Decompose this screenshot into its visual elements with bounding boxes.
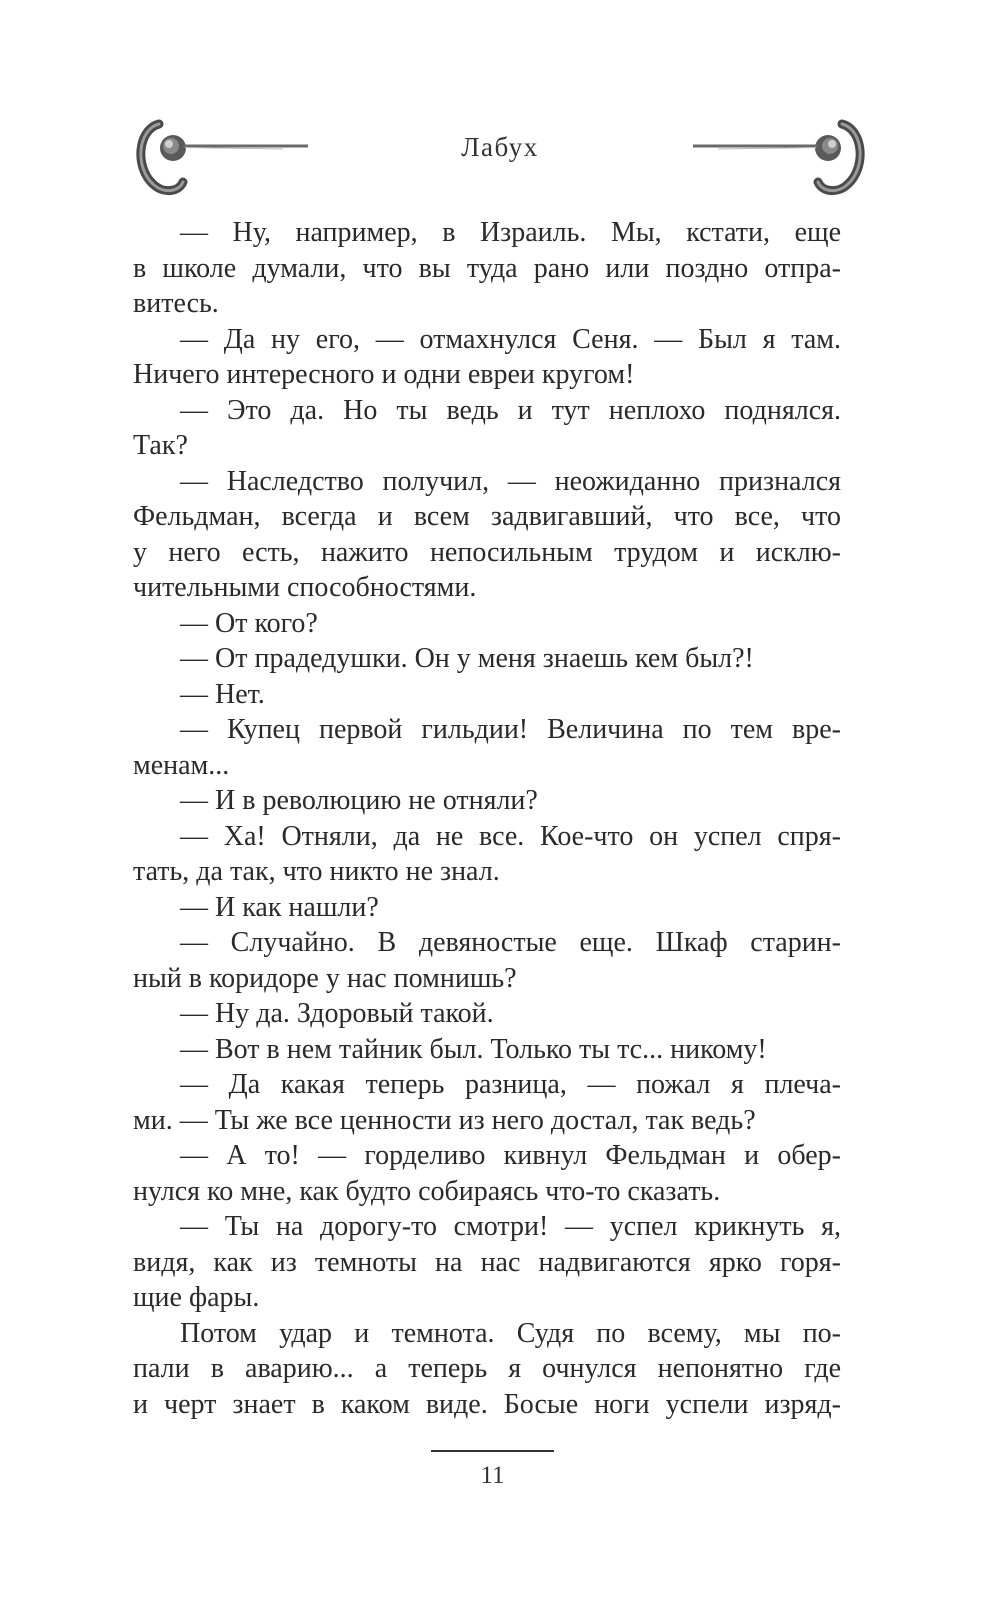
text-line: — Да какая теперь разница, — пожал я плеча- [180,1069,841,1100]
text-line: — От кого? [180,607,318,639]
text-line: — Ха! Отняли, да не все. Кое-что он успел спря- [180,820,841,852]
text-line: нулся ко мне, как будто собираясь что-то сказать. [133,1175,721,1207]
text-line: — И как нашли? [180,891,379,923]
text-line: и черт знает в каком виде. Босые ноги успели изряд- [133,1388,841,1420]
footer-rule [431,1450,554,1452]
text-line: — Нет. [180,678,265,710]
running-head-title: Лабух [461,132,539,162]
text-line: ми. — Ты же все ценности из него достал, так ведь? [133,1104,756,1136]
text-line: пали в аварию... а теперь я очнулся непонятно где [133,1353,841,1384]
text-line: ный в коридоре у нас помнишь? [133,962,517,994]
scroll-ornament-right-icon [693,118,868,198]
text-line: у него есть, нажито непосильным трудом и исклю- [133,536,841,568]
text-line: — Да ну его, — отмахнулся Сеня. — Был я там. [180,323,841,355]
text-line: — Это да. Но ты ведь и тут неплохо поднялся. [180,394,841,426]
text-line: Фельдман, всегда и всем задвигавший, что все, что [133,501,841,532]
text-line: Ничего интересного и одни евреи кругом! [133,359,635,390]
scroll-ornament-left-icon [133,118,308,198]
text-line: — Ну да. Здоровый такой. [180,998,494,1029]
text-line: — От прадедушки. Он у меня знаешь кем был?! [180,643,754,674]
text-line: тать, да так, что никто не знал. [133,856,500,887]
text-line: видя, как из темноты на нас надвигаются ярко горя- [133,1246,841,1278]
text-line: — Ты на дорогу-то смотри! — успел крикнуть я, [180,1211,841,1242]
running-head [0,118,1000,198]
text-line: менам... [133,749,230,781]
text-line: в школе думали, что вы туда рано или поздно отпра- [133,252,841,284]
text-line: — Вот в нем тайник был. Только ты тс... никому! [180,1033,767,1065]
text-line: Потом удар и темнота. Судя по всему, мы по- [180,1317,841,1349]
scroll-ornament-left-drawing [133,118,308,198]
text-line: — Случайно. В девяностые еще. Шкаф старин- [180,927,841,958]
text-line: щие фары. [133,1282,260,1313]
text-line: — И в революцию не отняли? [180,785,538,816]
text-line: чительными способностями. [133,572,477,603]
text-line: — А то! — горделиво кивнул Фельдман и обер- [180,1140,841,1171]
page-number: 11 [480,1462,505,1489]
text-line: — Купец первой гильдии! Величина по тем вре- [180,714,841,745]
body-text [133,215,841,1422]
text-line: — Наследство получил, — неожиданно признался [180,465,841,497]
scroll-ornament-right-drawing [693,118,868,198]
text-line: витесь. [133,288,219,319]
text-line: — Ну, например, в Израиль. Мы, кстати, еще [180,217,841,248]
text-line: Так? [133,430,188,461]
